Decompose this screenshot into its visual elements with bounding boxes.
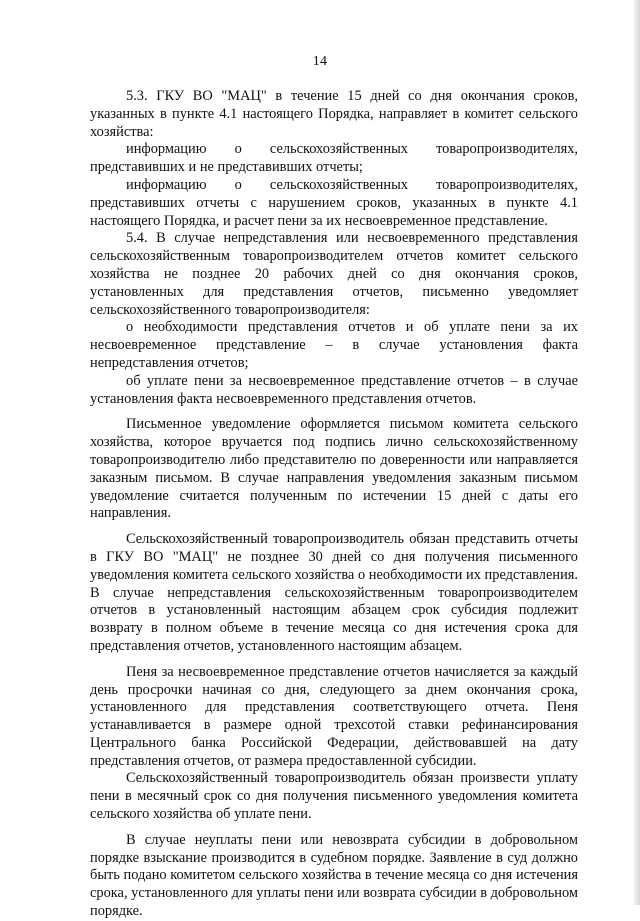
paragraph-court-recovery: В случае неуплаты пени или невозврата субсидии в добровольном порядке взыскание производится в судебном порядке. Заявление в суд должно быть подано комитетом сельского хозяйства в течение месяца со дня истечения срока, установленного для уплаты пени или возврата субсидии в добровольном порядке. bbox=[90, 831, 578, 920]
scan-edge-shadow bbox=[634, 0, 640, 905]
paragraph-penalty-calculation: Пеня за несвоевременное представление отчетов начисляется за каждый день просрочки начиная со дня, следующего за днем окончания срока, установленного для представления соответствующего отчета. Пеня устанавливается в размере одной трехсотой ставки рефинансирования Центрального банка Российской Федерации, действовавшей на дату представления отчетов, от размера предоставленной субсидии. bbox=[90, 663, 578, 769]
paragraph-5-3-item-2: информацию о сельскохозяйственных товаропроизводителях, представивших отчеты с нарушением сроков, указанных в пункте 4.1 настоящего Порядка, и расчет пени за их несвоевременное представление. bbox=[90, 176, 578, 229]
paragraph-penalty-payment: Сельскохозяйственный товаропроизводитель обязан произвести уплату пени в месячный срок со дня получения письменного уведомления комитета сельского хозяйства об уплате пени. bbox=[90, 770, 578, 823]
page-number: 14 bbox=[312, 54, 328, 69]
document-body bbox=[90, 88, 578, 921]
paragraph-5-4: 5.4. В случае непредставления или несвоевременного представления сельскохозяйственным товаропроизводителем отчетов комитет сельского хозяйства не позднее 20 рабочих дней со дня окончания сроков, установленных для представления отчетов, письменно уведомляет сельскохозяйственного товаропроизводителя: bbox=[90, 230, 578, 318]
paragraph-notification: Письменное уведомление оформляется письмом комитета сельского хозяйства, которое вручается под подпись лично сельскохозяйственному товаропроизводителю либо представителю по доверенности или направляется заказным письмом. В случае направления уведомления заказным письмом уведомление считается полученным по истечении 15 дней с даты его направления. bbox=[90, 416, 578, 522]
paragraph-5-3: 5.3. ГКУ ВО "МАЦ" в течение 15 дней со дня окончания сроков, указанных в пункте 4.1 настоящего Порядка, направляет в комитет сельского хозяйства: bbox=[90, 88, 578, 140]
paragraph-5-3-item-1: информацию о сельскохозяйственных товаропроизводителях, представивших и не представивших отчеты; bbox=[90, 141, 578, 176]
paragraph-5-4-item-1: о необходимости представления отчетов и об уплате пени за их несвоевременное представление – в случае установления факта непредставления отчетов; bbox=[90, 319, 578, 371]
paragraph-report-deadline: Сельскохозяйственный товаропроизводитель обязан представить отчеты в ГКУ ВО "МАЦ" не позднее 30 дней со дня получения письменного уведомления комитета сельского хозяйства о необходимости их представления. В случае непредставления сельскохозяйственным товаропроизводителем отчетов в установленный настоящим абзацем срок субсидия подлежит возврату в полном объеме в течение месяца со дня истечения срока для представления отчетов, установленного настоящим абзацем. bbox=[90, 531, 578, 654]
paragraph-5-4-item-2: об уплате пени за несвоевременное представление отчетов – в случае установления факта несвоевременного представления отчетов. bbox=[90, 372, 578, 407]
